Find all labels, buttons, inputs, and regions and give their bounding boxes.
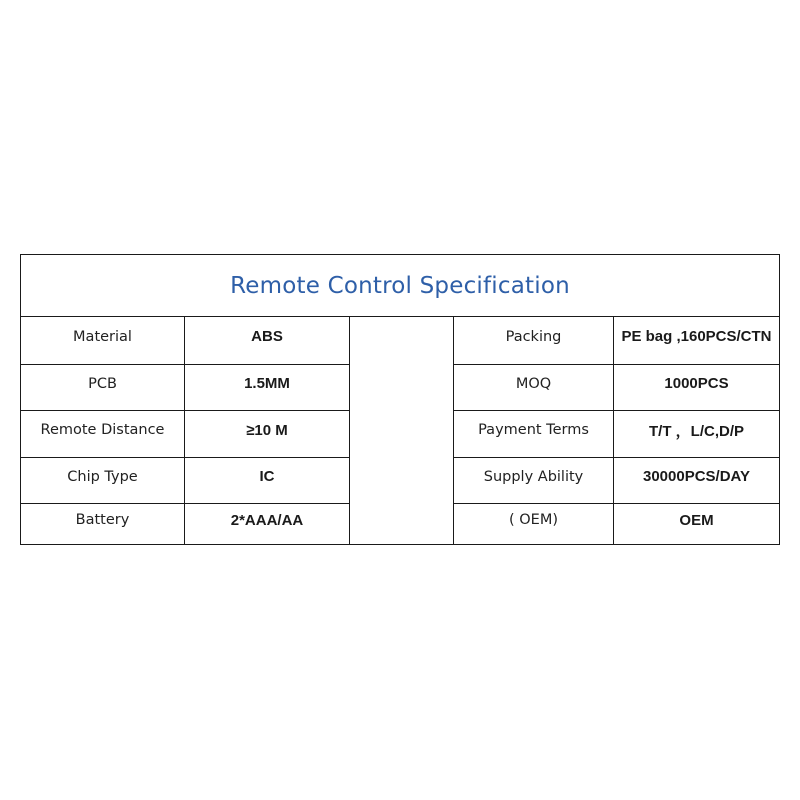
packing-value: PE bag ,160PCS/CTN <box>614 317 779 365</box>
chip-type-value: IC <box>185 458 350 504</box>
material-label: Material <box>21 317 185 365</box>
pcb-label: PCB <box>21 365 185 411</box>
battery-value: 2*AAA/AA <box>185 504 350 544</box>
material-value: ABS <box>185 317 350 365</box>
remote-distance-label: Remote Distance <box>21 411 185 458</box>
spec-grid <box>21 317 779 544</box>
chip-type-label: Chip Type <box>21 458 185 504</box>
battery-label: Battery <box>21 504 185 544</box>
blank-column <box>350 317 454 544</box>
packing-label: Packing <box>454 317 614 365</box>
oem-value: OEM <box>679 511 714 529</box>
supply-ability-label: Supply Ability <box>454 458 614 504</box>
supply-ability-value: 30000PCS/DAY <box>614 458 779 504</box>
title-row <box>21 255 779 317</box>
moq-value: 1000PCS <box>614 365 779 411</box>
remote-distance-value: ≥10 M <box>185 411 350 458</box>
pcb-value: 1.5MM <box>185 365 350 411</box>
spec-table <box>20 254 780 545</box>
moq-label: MOQ <box>454 365 614 411</box>
oem-label: ( OEM) <box>454 504 614 544</box>
payment-terms-value: T/T ，L/C,D/P <box>614 411 779 458</box>
payment-terms-label: Payment Terms <box>454 411 614 458</box>
table-title: Remote Control Specification <box>230 272 570 299</box>
